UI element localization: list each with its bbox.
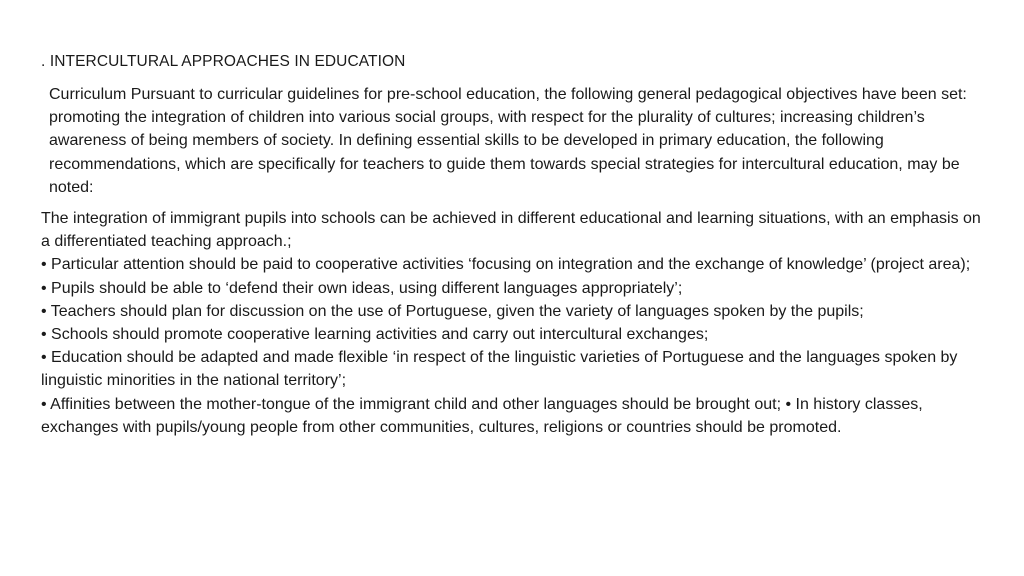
bullet-intercultural-exchanges: • Schools should promote cooperative learning activities and carry out intercultural exchanges; — [41, 326, 709, 344]
bullet-portuguese-discussion: • Teachers should plan for discussion on the use of Portuguese, given the variety of languages spoken by the pupils; — [41, 302, 864, 320]
recommendations-list — [41, 207, 986, 439]
paragraph-integration: The integration of immigrant pupils into schools can be achieved in different educational and learning situations, with an emphasis on a differentiated teaching approach.; — [41, 210, 981, 251]
slide-heading: . INTERCULTURAL APPROACHES IN EDUCATION — [41, 53, 406, 70]
bullet-mother-tongue-history: • Affinities between the mother-tongue of the immigrant child and other languages should be brought out; • In history classes, exchanges with pupils/young people from other communities, cultures, religions or countries should be promoted. — [41, 395, 923, 436]
bullet-cooperative-activities: • Particular attention should be paid to cooperative activities ‘focusing on integration and the exchange of knowledge’ (project area); — [41, 256, 971, 274]
bullet-defend-ideas: • Pupils should be able to ‘defend their own ideas, using different languages appropriately’; — [41, 279, 683, 297]
bullet-linguistic-varieties: • Education should be adapted and made flexible ‘in respect of the linguistic varieties of Portuguese and the languages spoken by linguistic minorities in the national territory’; — [41, 349, 958, 390]
intro-paragraph: Curriculum Pursuant to curricular guidelines for pre-school education, the following general pedagogical objectives have been set: promoting the integration of children into various social groups, with respect for the plurality of cultures; increasing children’s awareness of being members of society. In defining essential skills to be developed in primary education, the following recommendations, which are specifically for teachers to guide them towards special strategies for intercultural education, may be noted: — [49, 86, 967, 196]
